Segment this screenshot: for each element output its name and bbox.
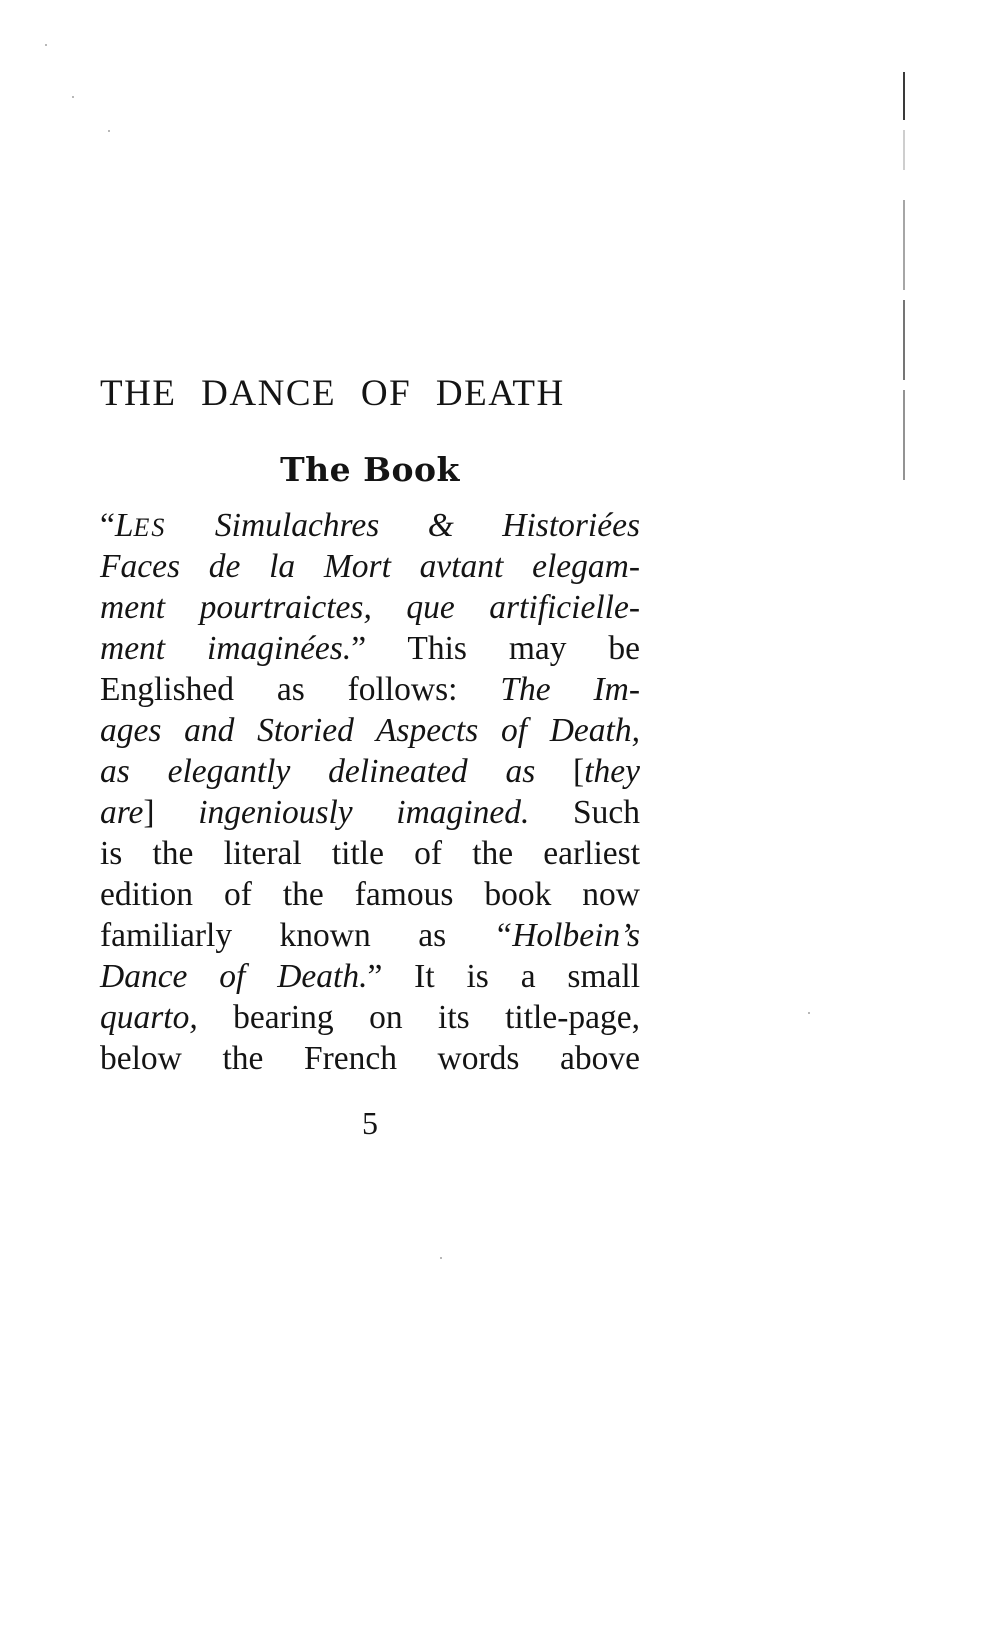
page-number: 5	[362, 1105, 378, 1141]
scan-rule-mark	[903, 72, 905, 120]
text-line: as elegantly delineated as [they	[100, 753, 640, 790]
text-line: familiarly known as “Holbein’s	[100, 917, 640, 954]
text-line: is the literal title of the earliest	[100, 835, 640, 872]
text-line: edition of the famous book now	[100, 876, 640, 913]
scan-rule-mark	[903, 200, 905, 290]
running-head: THE DANCE OF DEATH	[100, 373, 565, 414]
body-paragraph	[100, 505, 640, 1079]
scan-speck	[72, 96, 74, 98]
section-title: The Book	[280, 450, 460, 489]
scan-rule-mark	[903, 390, 905, 480]
text-line: ages and Storied Aspects of Death,	[100, 712, 640, 749]
text-line: Englished as follows: The Im-	[100, 671, 640, 708]
text-line: Dance of Death.” It is a small	[100, 958, 640, 995]
text-line: ment imaginées.” This may be	[100, 630, 641, 667]
text-line: “LES Simulachres & Historiées	[100, 507, 640, 544]
scan-rule-mark	[903, 300, 905, 380]
scan-rule-mark	[903, 130, 905, 170]
text-line: quarto, bearing on its title-page,	[100, 999, 640, 1036]
text-line: Faces de la Mort avtant elegam-	[100, 548, 640, 585]
scan-speck	[440, 1257, 442, 1259]
text-line: below the French words above	[100, 1040, 640, 1077]
scan-speck	[45, 44, 47, 46]
scan-speck	[108, 130, 110, 132]
text-line: ment pourtraictes, que artificielle-	[100, 589, 640, 626]
scan-speck	[808, 1012, 810, 1014]
text-line: are] ingeniously imagined. Such	[100, 794, 640, 831]
